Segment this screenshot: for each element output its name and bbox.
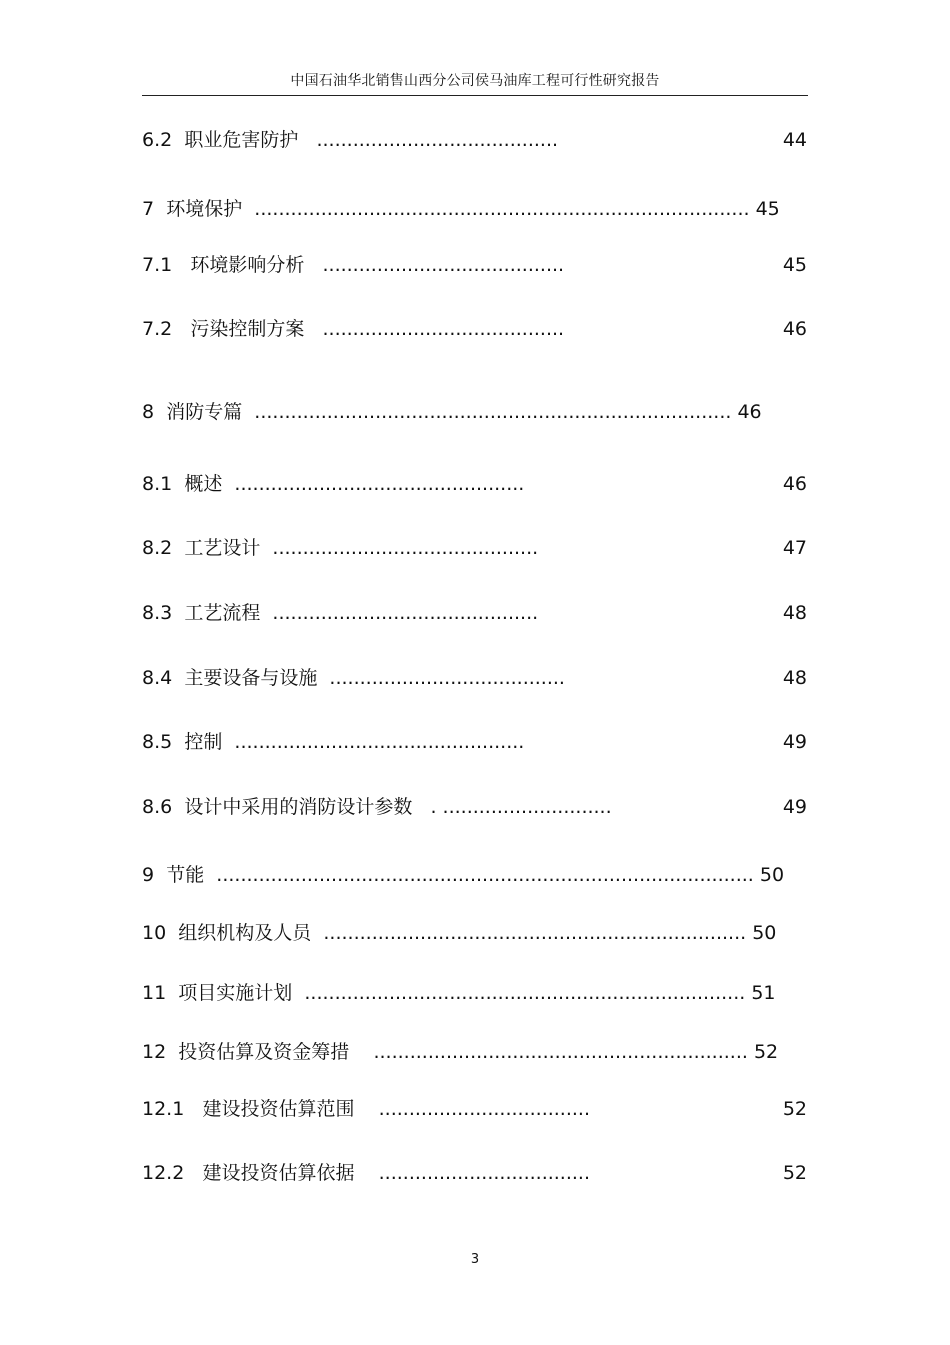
toc-leader-dots: ......................................................................................... — [216, 864, 754, 886]
toc-entry-12-1[interactable] — [142, 1097, 590, 1121]
toc-title: 消防专篇 — [166, 401, 243, 423]
toc-entry-8[interactable] — [142, 400, 762, 424]
toc-entry-6-2[interactable] — [142, 128, 558, 152]
toc-page-number: 47 — [782, 537, 807, 559]
toc-number: 8 — [142, 401, 155, 423]
page-footer-number: 3 — [470, 1252, 480, 1267]
toc-leader-dots: ................................................ — [234, 473, 525, 495]
toc-title: 职业危害防护 — [184, 129, 299, 151]
toc-title: 环境影响分析 — [190, 254, 305, 276]
toc-page-number: 49 — [782, 796, 807, 818]
toc-title: 概述 — [184, 473, 223, 495]
toc-title: 主要设备与设施 — [184, 667, 318, 689]
header-divider — [142, 95, 808, 96]
toc-leader-dots: ............................................................................... — [254, 401, 732, 423]
toc-leader-dots: ............................................ — [272, 537, 539, 559]
toc-entry-9[interactable] — [142, 863, 784, 887]
toc-number: 7 — [142, 198, 155, 220]
toc-entry-8-6[interactable] — [142, 795, 612, 819]
toc-title: 建设投资估算范围 — [202, 1098, 355, 1120]
toc-number: 6.2 — [142, 129, 173, 151]
toc-number: 11 — [142, 982, 167, 1004]
toc-leader-dots: ................................... — [378, 1098, 591, 1120]
toc-title: 组织机构及人员 — [178, 922, 312, 944]
toc-number: 12 — [142, 1041, 167, 1063]
toc-page-number: 46 — [782, 473, 807, 495]
toc-entry-10[interactable] — [142, 921, 776, 945]
toc-leader-dots: ......................................................................... — [304, 982, 746, 1004]
toc-leader-dots: ................................................ — [234, 731, 525, 753]
toc-entry-12[interactable] — [142, 1040, 778, 1064]
toc-page-number: 49 — [782, 731, 807, 753]
toc-number: 10 — [142, 922, 167, 944]
toc-page-number: 48 — [782, 602, 807, 624]
toc-page-number: 48 — [782, 667, 807, 689]
toc-number: 12.2 — [142, 1162, 185, 1184]
toc-page-number: 45 — [782, 254, 807, 276]
toc-title: 建设投资估算依据 — [202, 1162, 355, 1184]
toc-number: 12.1 — [142, 1098, 185, 1120]
toc-leader-dots: ............................................ — [272, 602, 539, 624]
toc-leader-dots: ................................... — [378, 1162, 591, 1184]
toc-number: 7.2 — [142, 318, 173, 340]
toc-page-number: 52 — [753, 1041, 779, 1063]
toc-entry-8-2[interactable] — [142, 536, 538, 560]
toc-title: 节能 — [166, 864, 205, 886]
toc-entry-8-1[interactable] — [142, 472, 524, 496]
toc-leader-dots: ........................................ — [316, 129, 559, 151]
toc-page-number: 46 — [782, 318, 807, 340]
toc-leader-dots: ...................................................................... — [323, 922, 747, 944]
toc-title: 工艺流程 — [184, 602, 261, 624]
toc-number: 9 — [142, 864, 155, 886]
toc-page-number: 52 — [782, 1098, 807, 1120]
running-header: 中国石油华北销售山西分公司侯马油库工程可行性研究报告 — [290, 73, 660, 89]
toc-title: 污染控制方案 — [190, 318, 305, 340]
toc-title: 投资估算及资金筹措 — [178, 1041, 350, 1063]
toc-entry-7-2[interactable] — [142, 317, 564, 341]
toc-leader-dots: ........................................ — [322, 254, 565, 276]
toc-page-number: 51 — [751, 982, 776, 1004]
toc-title: 设计中采用的消防设计参数 — [184, 796, 413, 818]
toc-title: 控制 — [184, 731, 223, 753]
toc-title: 工艺设计 — [184, 537, 261, 559]
toc-entry-7-1[interactable] — [142, 253, 564, 277]
toc-leader-dots: . ............................ — [430, 796, 612, 818]
toc-entry-7[interactable] — [142, 197, 780, 221]
toc-entry-12-2[interactable] — [142, 1161, 590, 1185]
toc-page-number: 44 — [782, 129, 807, 151]
toc-number: 8.1 — [142, 473, 173, 495]
toc-entry-8-4[interactable] — [142, 666, 565, 690]
toc-leader-dots: .............................................................. — [373, 1041, 748, 1063]
toc-page-number: 46 — [737, 401, 762, 423]
toc-number: 7.1 — [142, 254, 173, 276]
toc-number: 8.2 — [142, 537, 173, 559]
toc-number: 8.6 — [142, 796, 173, 818]
toc-page-number: 45 — [755, 198, 780, 220]
toc-number: 8.4 — [142, 667, 173, 689]
toc-leader-dots: ....................................... — [329, 667, 565, 689]
toc-entry-8-5[interactable] — [142, 730, 524, 754]
toc-leader-dots: ........................................ — [322, 318, 565, 340]
toc-title: 项目实施计划 — [178, 982, 293, 1004]
toc-number: 8.3 — [142, 602, 173, 624]
toc-number: 8.5 — [142, 731, 173, 753]
toc-entry-11[interactable] — [142, 981, 776, 1005]
toc-page-number: 50 — [752, 922, 777, 944]
toc-page-number: 50 — [759, 864, 785, 886]
toc-leader-dots: .................................................................................. — [254, 198, 750, 220]
toc-entry-8-3[interactable] — [142, 601, 538, 625]
toc-title: 环境保护 — [166, 198, 243, 220]
toc-page-number: 52 — [782, 1162, 807, 1184]
